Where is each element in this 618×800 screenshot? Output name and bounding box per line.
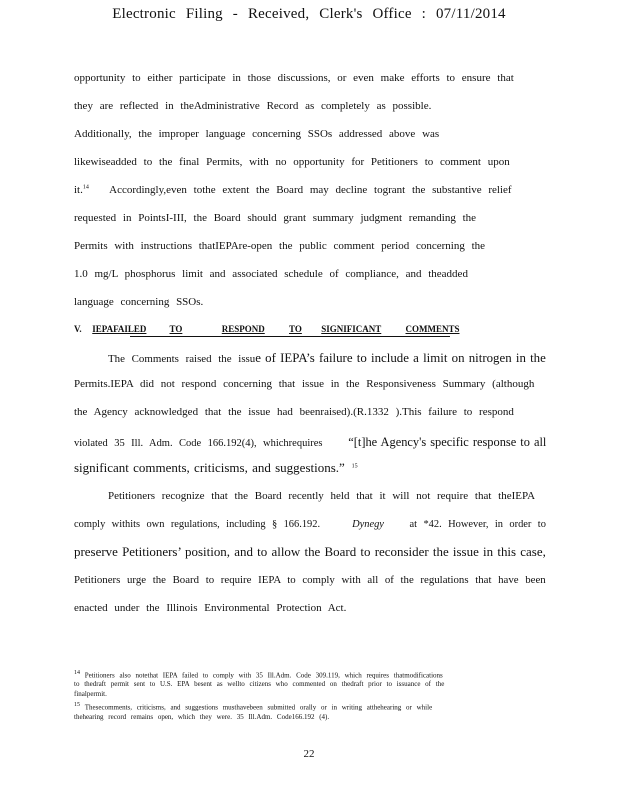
footnote-text: Thesecomments, criticisms, and suggestions musthavebeen submitted orally or in writing atthehearing or while bbox=[84, 703, 433, 712]
footnote-14-line bbox=[74, 670, 443, 679]
heading-word: RESPOND bbox=[221, 324, 265, 334]
footnote-line: thehearing record remains open, which they were. 35 Ill.Adm. Code166.192 (4). bbox=[74, 713, 330, 721]
text-line: preserve Petitioners’ position, and to allow the Board to reconsider the issue in this case, bbox=[74, 544, 546, 559]
text-line: Permits.IEPA did not respond concerning that issue in the Responsiveness Summary (although bbox=[74, 378, 535, 390]
text-line: language concerning SSOs. bbox=[74, 296, 204, 308]
heading-underline bbox=[130, 336, 450, 337]
heading-word: TO bbox=[289, 324, 302, 334]
text-line-with-footnote bbox=[74, 184, 512, 196]
text-segment: violated 35 Ill. Adm. Code 166.192(4), whichrequires bbox=[74, 437, 323, 449]
text-line: they are reflected in theAdministrative Record as completely as possible. bbox=[74, 100, 432, 112]
footnote-number: 15 bbox=[74, 702, 80, 708]
section-heading bbox=[74, 324, 460, 334]
filing-header: Electronic Filing - Received, Clerk's Office : 07/11/2014 bbox=[112, 6, 506, 22]
heading-word: COMMENTS bbox=[405, 324, 460, 334]
footnote-15-line bbox=[74, 702, 432, 711]
heading-word: IEPAFAILED bbox=[92, 324, 147, 334]
footnote-ref-14: 14 bbox=[82, 184, 89, 191]
footnote-number: 14 bbox=[74, 670, 80, 676]
footnote-line: to thedraft permit sent to U.S. EPA besent as wellto citizens who commented on thedraft prior to issuance of the bbox=[74, 680, 445, 688]
footnote-line: finalpermit. bbox=[74, 690, 107, 698]
footnote-text: Petitioners also notethat IEPA failed to comply with 35 Ill.Adm. Code 309.119, which requires thatmodifications bbox=[84, 671, 443, 680]
text-line: 1.0 mg/L phosphorus limit and associated schedule of compliance, and theadded bbox=[74, 268, 468, 280]
text-segment: at *42. However, in order to bbox=[409, 518, 546, 530]
footnote-ref-15: 15 bbox=[351, 463, 358, 470]
text-segment: Accordingly,even tothe extent the Board may decline togrant the substantive relief bbox=[109, 184, 512, 196]
text-line: requested in PointsI-III, the Board should grant summary judgment remanding the bbox=[74, 212, 477, 224]
text-segment: The Comments raised the issu bbox=[108, 353, 256, 365]
text-line: enacted under the Illinois Environmental Protection Act. bbox=[74, 602, 347, 614]
text-segment: e of IEPA’s failure to include a limit on nitrogen in the bbox=[255, 350, 546, 365]
text-line bbox=[108, 350, 546, 366]
text-line: likewiseadded to the final Permits, with no opportunity for Petitioners to comment upon bbox=[74, 156, 510, 168]
text-line-with-footnote bbox=[74, 460, 358, 476]
text-line bbox=[74, 518, 546, 530]
text-line: opportunity to either participate in those discussions, or even make efforts to ensure that bbox=[74, 72, 514, 84]
text-line: Permits with instructions thatIEPAre-open the public comment period concerning the bbox=[74, 240, 486, 252]
text-line: Petitioners recognize that the Board recently held that it will not require that theIEPA bbox=[108, 490, 536, 502]
page-number: 22 bbox=[303, 748, 315, 760]
text-line bbox=[74, 434, 546, 450]
case-citation: Dynegy bbox=[352, 518, 384, 530]
heading-number: V. bbox=[74, 324, 82, 334]
text-segment: comply withits own regulations, including § 166.192. bbox=[74, 518, 321, 530]
text-segment: it. bbox=[74, 184, 83, 196]
quote-segment: “[t]he Agency's specific response to all bbox=[348, 434, 547, 449]
text-line: Petitioners urge the Board to require IEPA to comply with all of the regulations that have been bbox=[74, 574, 546, 586]
text-line: Additionally, the improper language concerning SSOs addressed above was bbox=[74, 128, 440, 140]
heading-word: SIGNIFICANT bbox=[321, 324, 382, 334]
heading-word: TO bbox=[169, 324, 183, 334]
quote-segment: significant comments, criticisms, and suggestions.” bbox=[74, 460, 345, 475]
text-line: the Agency acknowledged that the issue had beenraised).(R.1332 ).This failure to respond bbox=[74, 406, 514, 418]
